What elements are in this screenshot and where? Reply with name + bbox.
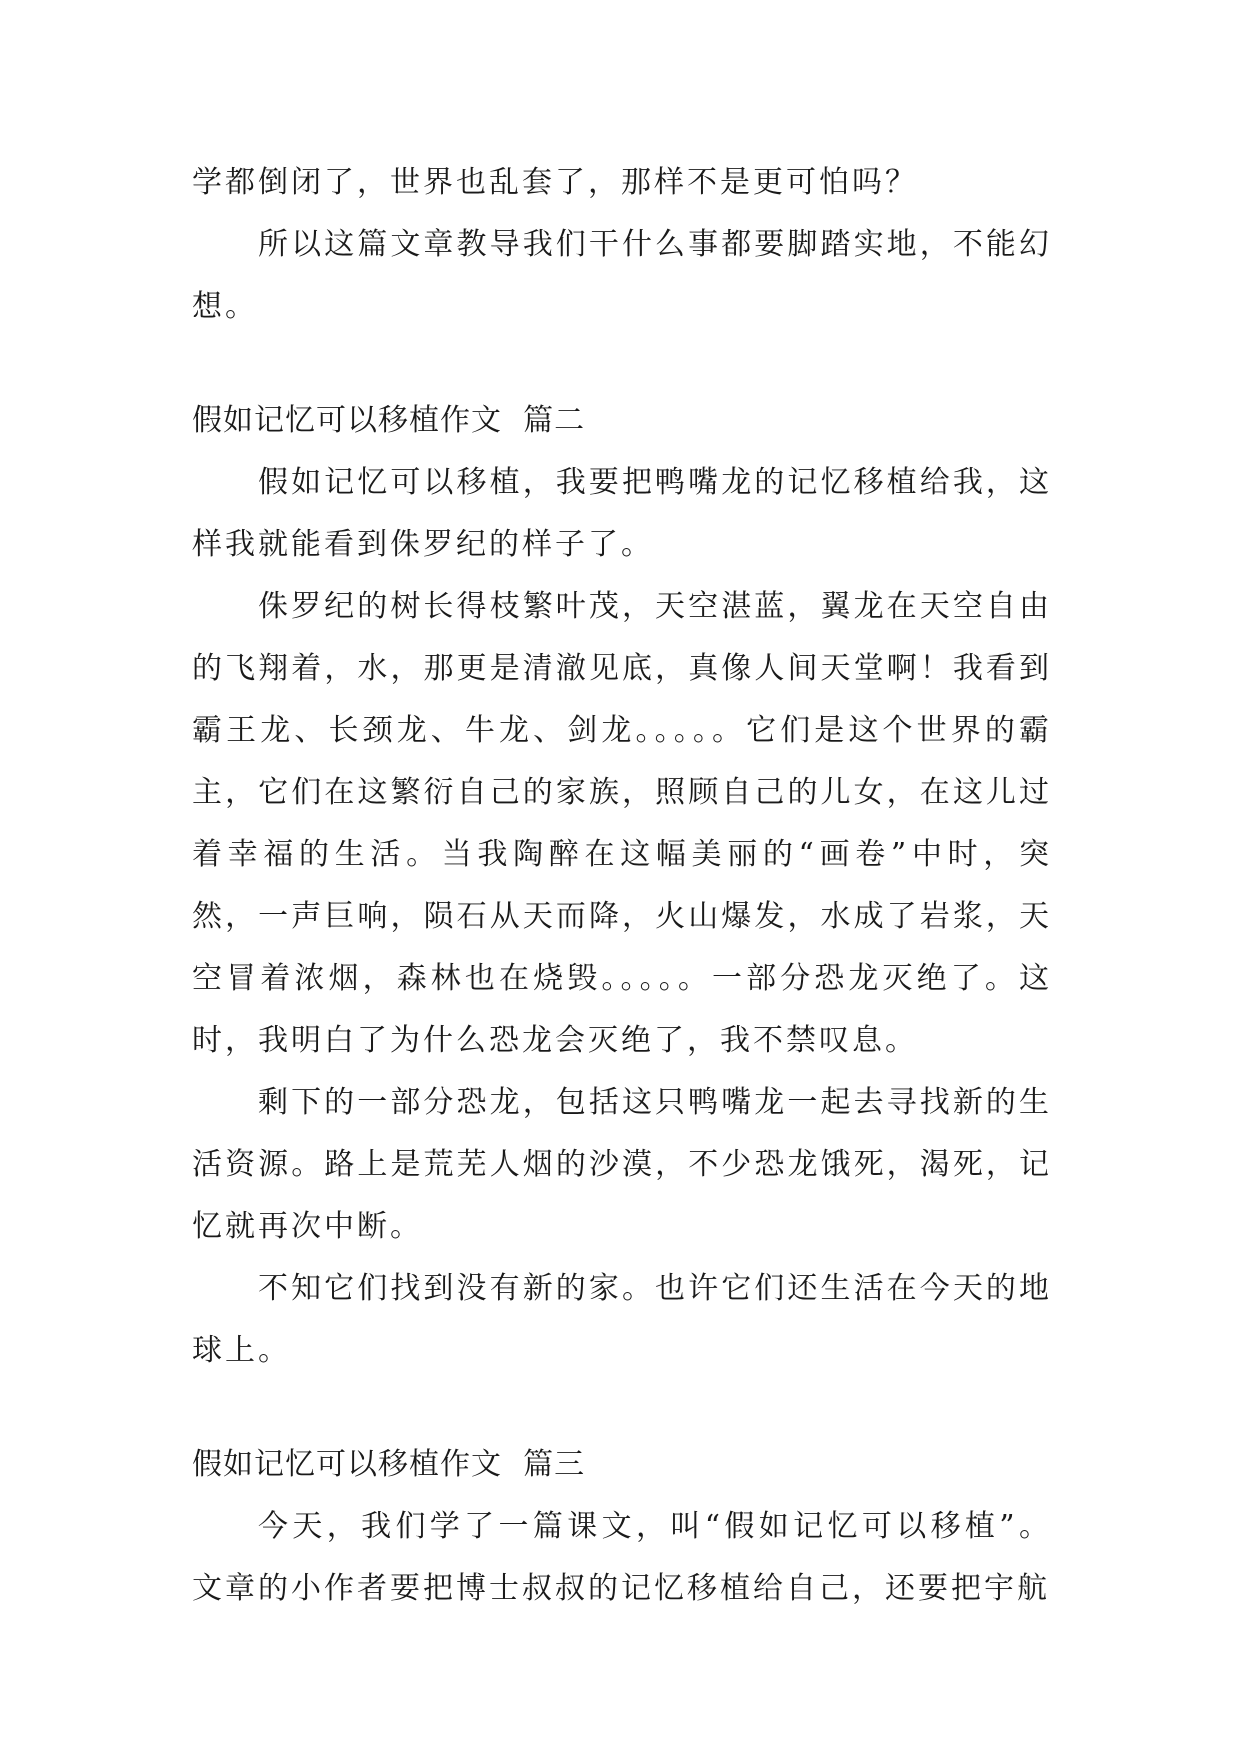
paragraph-intro-3: 今天，我们学了一篇课文，叫“假如记忆可以移植”。文章的小作者要把博士叔叔的记忆移植给自己，还要把宇航 [192, 1509, 1052, 1606]
paragraph-intro-2: 假如记忆可以移植，我要把鸭嘴龙的记忆移植给我，这样我就能看到侏罗纪的样子了。 [192, 465, 1052, 562]
paragraph-jurassic: 侏罗纪的树长得枝繁叶茂，天空湛蓝，翼龙在天空自由的飞翔着，水，那更是清澈见底，真像人间天堂啊！我看到霸王龙、长颈龙、牛龙、剑龙。。。。。它们是这个世界的霸主，它们在这繁衍自己的家族，照顾自己的儿女，在这儿过着幸福的生活。当我陶醉在这幅美丽的“画卷”中时，突然，一声巨响，陨石从天而降，火山爆发，水成了岩浆，天空冒着浓烟，森林也在烧毁。。。。。一部分恐龙灭绝了。这时，我明白了为什么恐龙会灭绝了，我不禁叹息。 [192, 589, 1052, 1058]
paragraph-ending-2: 不知它们找到没有新的家。也许它们还生活在今天的地球上。 [192, 1271, 1052, 1368]
paragraph-remaining: 剩下的一部分恐龙，包括这只鸭嘴龙一起去寻找新的生活资源。路上是荒芜人烟的沙漠，不少恐龙饿死，渴死，记忆就再次中断。 [192, 1085, 1052, 1244]
section-gap [192, 1382, 1052, 1434]
paragraph-continuation: 学都倒闭了，世界也乱套了，那样不是更可怕吗？ [192, 165, 918, 200]
section-heading-2: 假如记忆可以移植作文 篇二 [192, 403, 586, 438]
section-heading-3: 假如记忆可以移植作文 篇三 [192, 1447, 586, 1482]
document-body [192, 152, 1052, 1620]
paragraph-conclusion: 所以这篇文章教导我们干什么事都要脚踏实地，不能幻想。 [192, 227, 1052, 324]
section-gap [192, 338, 1052, 390]
